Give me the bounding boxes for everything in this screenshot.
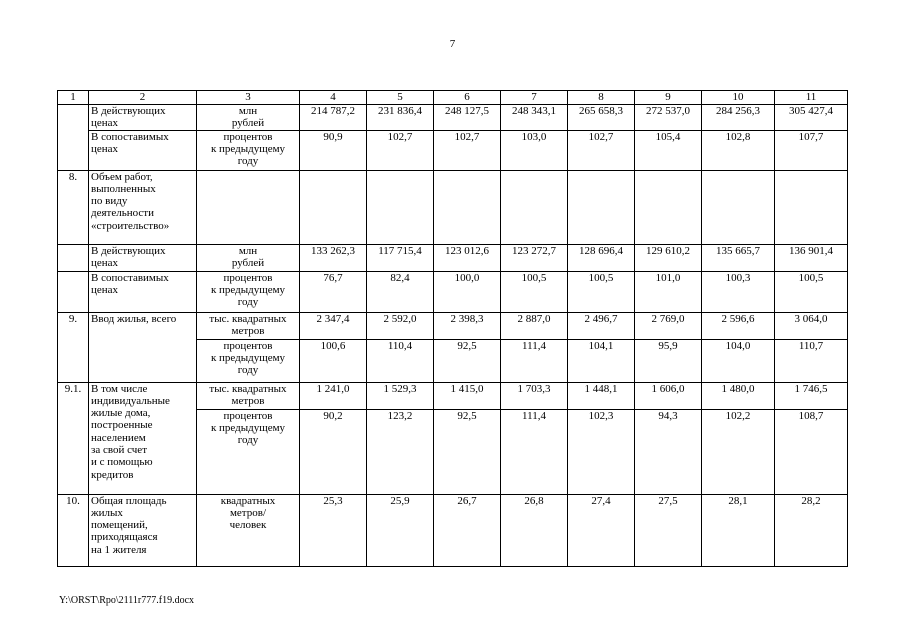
value-cell <box>775 170 848 244</box>
value-cell: 92,5 <box>434 339 501 382</box>
header-cell: 8 <box>568 91 635 105</box>
indicator-name-line: «строительство» <box>91 219 170 232</box>
unit-cell <box>197 312 300 339</box>
value-cell: 248 343,1 <box>501 105 568 131</box>
indicator-name-line: жилых <box>91 506 123 519</box>
indicator-name-line: за свой счет <box>91 444 147 457</box>
indicator-name-line: индивидуальные <box>91 394 170 407</box>
value-cell: 2 496,7 <box>568 312 635 339</box>
indicator-name-line: Общая площадь <box>91 494 167 507</box>
value-cell <box>300 170 367 244</box>
value-cell: 1 480,0 <box>702 382 775 409</box>
value-cell: 102,7 <box>568 130 635 170</box>
header-cell: 10 <box>702 91 775 105</box>
value-cell: 100,5 <box>501 271 568 312</box>
value-cell: 95,9 <box>635 339 702 382</box>
indicator-name-cell <box>89 105 197 131</box>
unit-line: к предыдущему <box>210 283 286 296</box>
row-number-cell: 9. <box>58 312 89 382</box>
unit-line: к предыдущему <box>210 421 286 434</box>
value-cell: 135 665,7 <box>702 244 775 271</box>
value-cell: 2 769,0 <box>635 312 702 339</box>
unit-cell <box>197 170 300 244</box>
value-cell: 82,4 <box>367 271 434 312</box>
table-row <box>58 271 848 312</box>
value-cell: 2 347,4 <box>300 312 367 339</box>
value-cell <box>568 170 635 244</box>
value-cell: 107,7 <box>775 130 848 170</box>
unit-cell <box>197 494 300 566</box>
indicator-name-line: ценах <box>91 117 119 130</box>
indicator-name-line: В действующих <box>91 244 166 257</box>
unit-line: году <box>237 296 259 309</box>
value-cell <box>367 170 434 244</box>
indicator-name-cell <box>89 382 197 494</box>
value-cell: 284 256,3 <box>702 105 775 131</box>
header-cell: 6 <box>434 91 501 105</box>
value-cell <box>501 170 568 244</box>
unit-line: тыс. квадратных <box>209 382 287 395</box>
value-cell: 1 746,5 <box>775 382 848 409</box>
value-cell: 1 529,3 <box>367 382 434 409</box>
value-cell: 128 696,4 <box>568 244 635 271</box>
row-number-cell: 9.1. <box>58 382 89 494</box>
unit-cell <box>197 382 300 409</box>
unit-cell <box>197 244 300 271</box>
value-cell: 133 262,3 <box>300 244 367 271</box>
indicator-name-line: на 1 жителя <box>91 543 147 556</box>
indicator-name-cell <box>89 244 197 271</box>
unit-line: квадратных <box>220 494 276 507</box>
value-cell: 100,6 <box>300 339 367 382</box>
value-cell: 123,2 <box>367 409 434 494</box>
statistics-table <box>57 90 848 567</box>
indicator-name-line: приходящаяся <box>91 531 158 544</box>
indicator-name-line: ценах <box>91 142 119 155</box>
unit-cell <box>197 339 300 382</box>
value-cell: 123 272,7 <box>501 244 568 271</box>
value-cell: 105,4 <box>635 130 702 170</box>
value-cell: 129 610,2 <box>635 244 702 271</box>
value-cell: 28,2 <box>775 494 848 566</box>
table-row <box>58 170 848 244</box>
unit-line: году <box>237 364 259 377</box>
indicator-name-line: и с помощью <box>91 456 153 469</box>
value-cell: 248 127,5 <box>434 105 501 131</box>
value-cell: 2 596,6 <box>702 312 775 339</box>
unit-line: рублей <box>231 117 265 130</box>
header-cell: 3 <box>197 91 300 105</box>
value-cell <box>434 170 501 244</box>
row-number-cell <box>58 244 89 271</box>
value-cell: 117 715,4 <box>367 244 434 271</box>
unit-line: тыс. квадратных <box>209 312 287 325</box>
unit-line: к предыдущему <box>210 142 286 155</box>
table-header-row <box>58 91 848 105</box>
value-cell: 102,3 <box>568 409 635 494</box>
value-cell: 2 398,3 <box>434 312 501 339</box>
unit-line: процентов <box>223 409 273 422</box>
unit-line: процентов <box>223 271 273 284</box>
indicator-name-line: помещений, <box>91 519 148 532</box>
unit-line: году <box>237 434 259 447</box>
indicator-name-cell <box>89 312 197 382</box>
indicator-name-line: В том числе <box>91 382 148 395</box>
value-cell: 265 658,3 <box>568 105 635 131</box>
value-cell: 100,5 <box>568 271 635 312</box>
table-row <box>58 312 848 339</box>
row-number-cell: 10. <box>58 494 89 566</box>
value-cell: 102,2 <box>702 409 775 494</box>
unit-line: к предыдущему <box>210 351 286 364</box>
value-cell: 27,5 <box>635 494 702 566</box>
indicator-name-line: жилые дома, <box>91 407 151 420</box>
table-row <box>58 244 848 271</box>
value-cell: 108,7 <box>775 409 848 494</box>
value-cell: 136 901,4 <box>775 244 848 271</box>
header-cell: 2 <box>89 91 197 105</box>
value-cell: 305 427,4 <box>775 105 848 131</box>
value-cell: 1 703,3 <box>501 382 568 409</box>
unit-line: млн <box>238 105 258 117</box>
value-cell: 102,7 <box>367 130 434 170</box>
value-cell: 27,4 <box>568 494 635 566</box>
value-cell: 231 836,4 <box>367 105 434 131</box>
value-cell: 3 064,0 <box>775 312 848 339</box>
value-cell: 272 537,0 <box>635 105 702 131</box>
indicator-name-cell <box>89 130 197 170</box>
indicator-name-line: построенные <box>91 419 153 432</box>
header-cell: 7 <box>501 91 568 105</box>
indicator-name-line: В сопоставимых <box>91 130 169 143</box>
unit-line: году <box>237 155 259 168</box>
value-cell: 25,9 <box>367 494 434 566</box>
unit-line: рублей <box>231 256 265 269</box>
table-row <box>58 105 848 131</box>
value-cell: 2 887,0 <box>501 312 568 339</box>
indicator-name-cell <box>89 271 197 312</box>
header-cell: 5 <box>367 91 434 105</box>
value-cell: 100,5 <box>775 271 848 312</box>
indicator-name-line: Ввод жилья, всего <box>91 312 177 325</box>
header-cell: 11 <box>775 91 848 105</box>
unit-line: метров <box>231 324 265 337</box>
indicator-name-line: В сопоставимых <box>91 271 169 284</box>
unit-cell <box>197 409 300 494</box>
row-number-cell <box>58 271 89 312</box>
value-cell: 101,0 <box>635 271 702 312</box>
unit-line: метров <box>231 394 265 407</box>
value-cell: 92,5 <box>434 409 501 494</box>
table-row <box>58 494 848 566</box>
indicator-name-cell <box>89 494 197 566</box>
indicator-name-line: ценах <box>91 283 119 296</box>
indicator-name-line: выполненных <box>91 182 156 195</box>
header-cell: 4 <box>300 91 367 105</box>
value-cell: 90,2 <box>300 409 367 494</box>
value-cell: 102,8 <box>702 130 775 170</box>
value-cell: 110,7 <box>775 339 848 382</box>
indicator-name-line: В действующих <box>91 105 166 117</box>
value-cell: 1 415,0 <box>434 382 501 409</box>
value-cell: 1 448,1 <box>568 382 635 409</box>
unit-line: процентов <box>223 339 273 352</box>
indicator-name-line: по виду <box>91 195 128 208</box>
indicator-name-line: населением <box>91 431 146 444</box>
value-cell: 110,4 <box>367 339 434 382</box>
header-cell: 1 <box>58 91 89 105</box>
value-cell <box>635 170 702 244</box>
value-cell: 26,7 <box>434 494 501 566</box>
table-row <box>58 130 848 170</box>
unit-cell <box>197 105 300 131</box>
value-cell: 90,9 <box>300 130 367 170</box>
value-cell: 111,4 <box>501 409 568 494</box>
unit-line: метров/ <box>229 506 267 519</box>
unit-line: человек <box>229 519 267 532</box>
value-cell: 94,3 <box>635 409 702 494</box>
row-number-cell <box>58 105 89 171</box>
value-cell: 102,7 <box>434 130 501 170</box>
value-cell: 25,3 <box>300 494 367 566</box>
table-row <box>58 382 848 409</box>
value-cell: 76,7 <box>300 271 367 312</box>
value-cell: 100,0 <box>434 271 501 312</box>
indicator-name-line: деятельности <box>91 207 154 220</box>
indicator-name-line: кредитов <box>91 468 134 481</box>
value-cell: 26,8 <box>501 494 568 566</box>
value-cell: 104,1 <box>568 339 635 382</box>
value-cell: 2 592,0 <box>367 312 434 339</box>
value-cell: 123 012,6 <box>434 244 501 271</box>
value-cell: 1 241,0 <box>300 382 367 409</box>
unit-line: процентов <box>223 130 273 143</box>
value-cell: 214 787,2 <box>300 105 367 131</box>
page-number: 7 <box>449 38 456 50</box>
value-cell: 100,3 <box>702 271 775 312</box>
indicator-name-line: ценах <box>91 256 119 269</box>
value-cell: 1 606,0 <box>635 382 702 409</box>
value-cell: 111,4 <box>501 339 568 382</box>
unit-cell <box>197 271 300 312</box>
unit-cell <box>197 130 300 170</box>
value-cell: 104,0 <box>702 339 775 382</box>
value-cell: 28,1 <box>702 494 775 566</box>
value-cell: 103,0 <box>501 130 568 170</box>
file-path-footer: Y:\ORST\Rpo\2111r777.f19.docx <box>59 595 195 606</box>
header-cell: 9 <box>635 91 702 105</box>
indicator-name-line: Объем работ, <box>91 170 153 183</box>
unit-line: млн <box>238 244 258 257</box>
indicator-name-cell <box>89 170 197 244</box>
value-cell <box>702 170 775 244</box>
row-number-cell: 8. <box>58 170 89 244</box>
